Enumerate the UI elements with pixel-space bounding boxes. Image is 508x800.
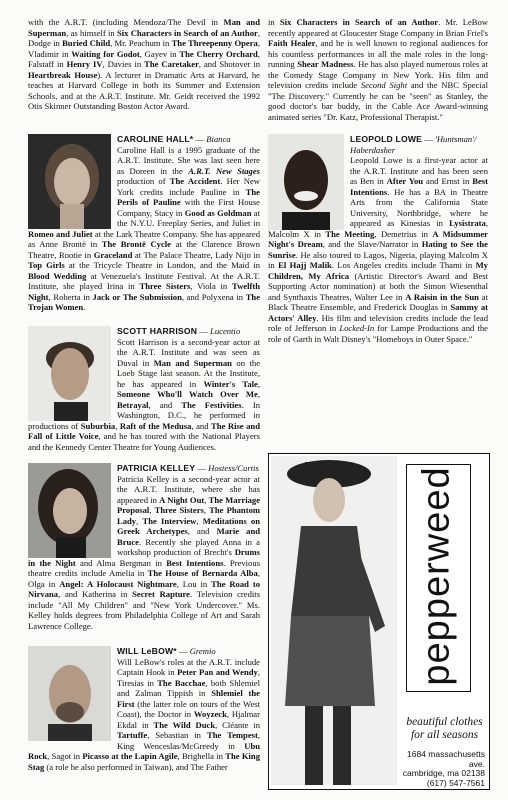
actor-name: CAROLINE HALL* (117, 134, 194, 144)
pepperweed-advertisement (268, 453, 490, 790)
actor-name: PATRICIA KELLEY (117, 463, 196, 473)
actor-name: WILL LeBOW* (117, 646, 177, 656)
continuation-paragraph: with the A.R.T. (including Mendoza/The Devil in Man and Superman, as himself in Six Characters in Search of an Author, Dodge in Buried Child, Mr. Peachum in The Threepenny Opera, Vladimir in Waiting for Godot, Gayev in The Cherry Orchard, Falstaff in Henry IV, Davies in The Caretaker, and Shotover in Heartbreak House). A lecturer in Dramatic Arts at Harvard, he teaches at Harvard College in both its Summer and Extension Schools, and at the A.R.T. Institute. Mr. Geidt received the 1992 Otis Skinner Outstanding Boston Actor Award. (28, 17, 260, 111)
continuation-paragraph: in Six Characters in Search of an Author. Mr. LeBow recently appeared at Gloucester Stage Company in Brian Friel's Faith Healer, and he is well known to regional audiences for his countless performances in all the male roles in the long-running Shear Madness. He has also played numerous roles at the Comedy Stage Company in New York. His film and television credits include Second Sight and the NBC Special "The Discovery." Currently he can be "seen" as Stanley, the good doctor's bar buddy, in the Cable Ace Award-winning animated series "Dr. Katz, Professional Therapist." (268, 17, 488, 122)
bio-patricia-kelley (28, 463, 260, 638)
role-name: Gremio (189, 646, 216, 656)
bio-text (28, 474, 260, 632)
bio-text (28, 337, 260, 453)
bio-caroline-hall (28, 134, 260, 310)
bio-heading: CAROLINE HALL* — Bianca (117, 134, 231, 144)
address-phone: (617) 547-7561 (426, 777, 485, 788)
bio-paragraph: Will LeBow's roles at the A.R.T. include Captain Hook in Peter Pan and Wendy, Tiresias in The Bacchae, both Shlemiel and Zalman Tippish in Shlemiel the First (the latter role on tours of the West Coast), the Doctor in Woyzeck, Hjalmar Ekdal in The Wild Duck, Cléante in Tartuffe, Sebastian in The Tempest, King Wenceslas/McGreedy in Ubu Rock, Sagot in Picasso at the Lapin Agile, Brighella in The King Stag (a role he also performed in Taiwan), and The Father (28, 656, 261, 772)
role-name: 'Huntsman'/ Haberdasher (350, 134, 477, 155)
bio-paragraph: Patricia Kelley is a second-year actor at the A.R.T. Institute, where she has appeared in A Night Out, The Marriage Proposal, Three Sisters, The Phantom Lady, The Interview, Meditations on Greek Archetypes, and Marie and Bruce. Recently she played Anna in a workshop production of Brecht's Drums in the Night and Alma Bergman in Best Intentions. Previous theatre credits include Amelia in The House of Bernarda Alba, Olga in Angel: A Holocaust Nightmare, Lou in The Road to Nirvana, and Katherina in Secret Rapture. Television credits include "All My Children" and "New York Undercover." Ms. Kelley holds degrees from Philadelphia College of Art and Sarah Lawrence College. (28, 473, 261, 631)
bio-paragraph: Leopold Lowe is a first-year actor at the A.R.T. Institute and has been seen as Ben in After You and Ernst in Best Intentions. He has a BA in Theatre Arts from the California State University, Northbridge, where he appeared as Kinesias in Lysistrata, Malcolm X in The Meeting, Demetrius in A Midsummer Night's Dream, and the Slave/Narrator in Hating to See the Sunrise. He also toured to Lagos, Nigeria, playing Malcolm X in El Hajj Malik. Los Angeles credits include Thami in My Children, My Africa (Artistic Director's Award and Best Supporting Actor nomination) at both the Simon Wiesenthal and Synthaxis Theatres, Walter Lee in A Raisin in the Sun at Black Theatre Ensemble, and Frederick Douglas in Sammy at Actors' Alley. His film and television credits include the lead role of Jefferson in Locked-In for Lampe Productions and the role of Garth in Walt Disney's "Homeboys in Outer Space." (268, 155, 489, 344)
ad-tagline: beautiful clothes for all seasons (406, 716, 483, 741)
actor-name: SCOTT HARRISON (117, 326, 198, 336)
actor-name: LEOPOLD LOWE (350, 134, 423, 144)
bio-text (268, 155, 488, 344)
bio-paragraph: Caroline Hall is a 1995 graduate of the A.R.T. Institute. She was last seen here as Doreen in the A.R.T. New Stages production of The Accident. Her New York credits include Pauline in The Perils of Pauline with the First House Company, Stacy in Good as Goldman at the N.Y.U. Freeplay Series, and Juliet in Romeo and Juliet at the Lark Theatre Company. She has appeared as Anne Brontë in The Brontë Cycle at the Clarence Brown Theatre, Rootie in Graceland at The Palace Theatre, Lady Nijo in Top Girls at the Tricycle Theatre in London, and the Maid in Blood Wedding at Venezuela's Institute Festival. At the A.R.T. Institute, she played Irina in Three Sisters, Viola in Twelfth Night, Roberta in Jack or The Submission, and Polyxena in The Trojan Women. (28, 144, 261, 312)
bio-leopold-lowe (268, 134, 488, 374)
bio-will-lebow (28, 646, 260, 794)
fashion-model-photo (271, 456, 397, 785)
role-name: Lucentio (210, 326, 241, 336)
bio-heading: SCOTT HARRISON — Lucentio (117, 326, 241, 336)
address-city: cambridge, ma 02138 (402, 768, 485, 778)
bio-text (28, 657, 260, 773)
top-left-continuation (28, 17, 260, 112)
top-right-continuation (268, 17, 488, 122)
bio-text (28, 145, 260, 313)
brand-name: pepperweed (415, 466, 458, 686)
address-street: 1684 massachusetts ave. (407, 749, 485, 769)
role-name: Bianca (206, 134, 231, 144)
model-image (271, 456, 397, 785)
bio-heading: PATRICIA KELLEY — Hostess/Curtis (117, 463, 259, 473)
bio-heading: LEOPOLD LOWE — 'Huntsman'/ Haberdasher (350, 134, 477, 155)
bio-scott-harrison (28, 326, 260, 452)
role-name: Hostess/Curtis (208, 463, 259, 473)
ad-address (397, 750, 485, 788)
bio-heading: WILL LeBOW* — Gremio (117, 646, 216, 656)
brand-logo (415, 466, 458, 686)
bio-paragraph: Scott Harrison is a second-year actor at the A.R.T. Institute and was seen as Duval in Man and Superman on the Loeb Stage last season. At the Institute, he has appeared in Winter's Tale, Someone Who'll Watch Over Me, Betrayal, and The Festivities. In Washington, D.C., he performed in productions of Suburbia, Raft of the Medusa, and The Rise and Fall of Little Voice, and he has toured with the National Players and the Kennedy Center Theatre for Young Audiences. (28, 336, 261, 452)
